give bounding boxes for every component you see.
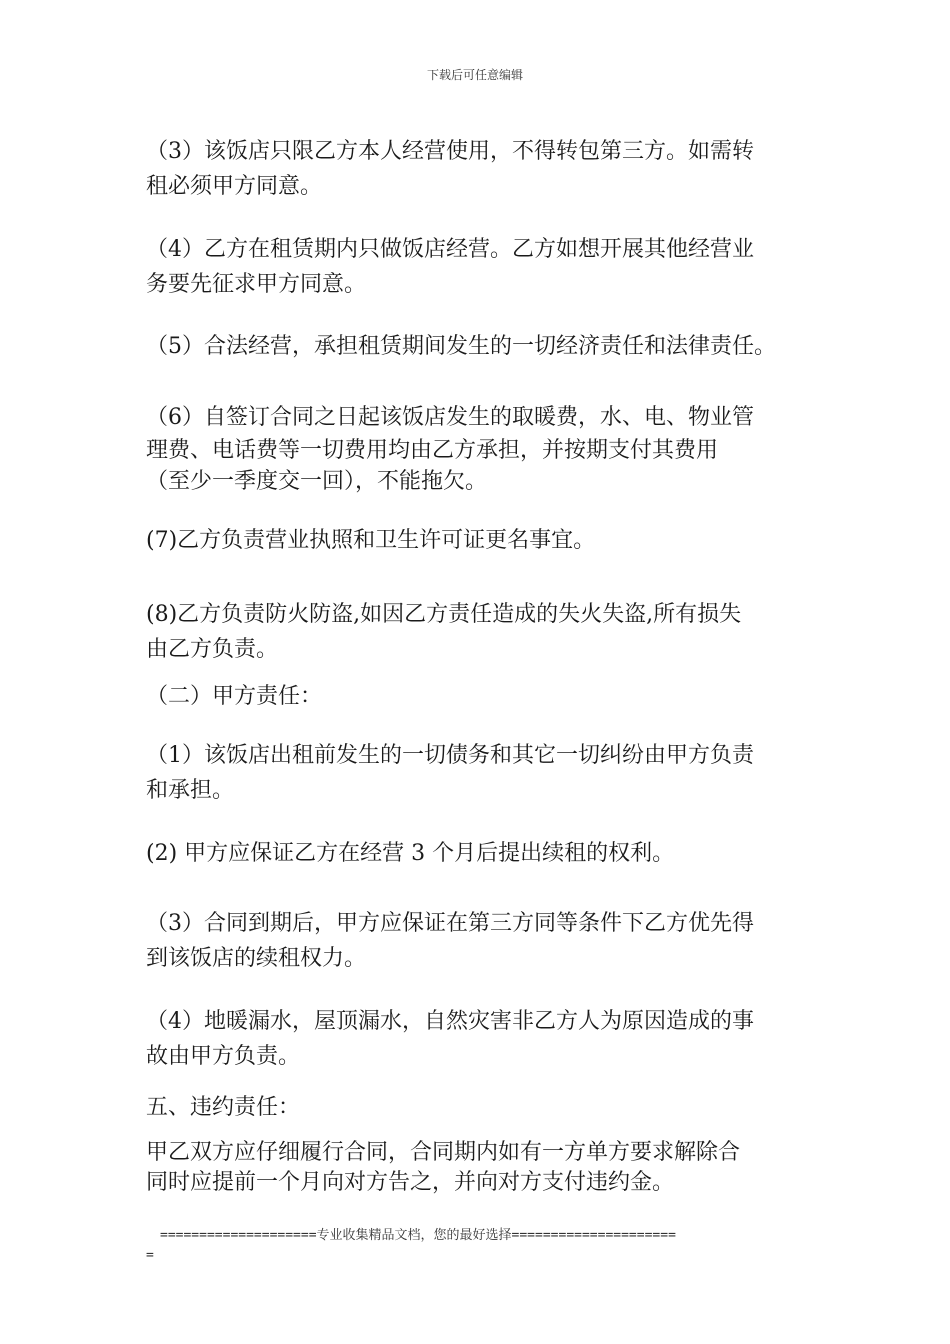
text-line: （6）自签订合同之日起该饭店发生的取暖费，水、电、物业管 bbox=[146, 405, 754, 430]
page-header: 下载后可任意编辑 bbox=[426, 68, 523, 82]
party-a-clause-1-paragraph bbox=[146, 738, 826, 808]
text-line: 到该饭店的续租权力。 bbox=[146, 946, 367, 971]
clause-4-paragraph bbox=[146, 232, 826, 302]
text-line: 租必须甲方同意。 bbox=[146, 174, 323, 199]
text-line: （3）合同到期后，甲方应保证在第三方同等条件下乙方优先得 bbox=[146, 911, 754, 936]
breach-paragraph bbox=[146, 1138, 826, 1198]
clause-3-paragraph bbox=[146, 134, 826, 204]
footer-line: ====================专业收集精品文档，您的最好选择===================== bbox=[160, 1228, 676, 1243]
page-footer bbox=[146, 1226, 816, 1266]
section-heading-party-a bbox=[146, 679, 826, 714]
text-line: （4）乙方在租赁期内只做饭店经营。乙方如想开展其他经营业 bbox=[146, 237, 754, 262]
text-line: 同时应提前一个月向对方告之，并向对方支付违约金。 bbox=[146, 1170, 675, 1195]
section-heading-breach bbox=[146, 1090, 826, 1125]
party-a-clause-3-paragraph bbox=[146, 906, 826, 976]
text-line: 五、违约责任： bbox=[146, 1095, 301, 1120]
party-a-clause-4-paragraph bbox=[146, 1004, 826, 1074]
text-line: （1）该饭店出租前发生的一切债务和其它一切纠纷由甲方负责 bbox=[146, 743, 754, 768]
text-line: 故由甲方负责。 bbox=[146, 1044, 301, 1069]
text-line: 理费、电话费等一切费用均由乙方承担，并按期支付其费用 bbox=[146, 438, 719, 463]
clause-6-paragraph bbox=[146, 400, 826, 497]
text-line: 和承担。 bbox=[146, 778, 235, 803]
text-line: 由乙方负责。 bbox=[146, 637, 279, 662]
clause-8-paragraph bbox=[146, 597, 826, 667]
text-line: (8)乙方负责防火防盗,如因乙方责任造成的失火失盗,所有损失 bbox=[146, 602, 742, 627]
text-line: （5）合法经营，承担租赁期间发生的一切经济责任和法律责任。 bbox=[146, 334, 776, 359]
clause-7-paragraph bbox=[146, 523, 826, 558]
clause-5-paragraph bbox=[146, 329, 826, 364]
party-a-clause-2-paragraph bbox=[146, 836, 826, 871]
text-line: （4）地暖漏水，屋顶漏水，自然灾害非乙方人为原因造成的事 bbox=[146, 1009, 754, 1034]
text-line: (7)乙方负责营业执照和卫生许可证更名事宜。 bbox=[146, 528, 596, 553]
footer-line-wrap: = bbox=[146, 1248, 154, 1263]
text-line: （二）甲方责任： bbox=[146, 684, 323, 709]
text-line: （至少一季度交一回），不能拖欠。 bbox=[146, 469, 488, 494]
text-line: (2) 甲方应保证乙方在经营 3 个月后提出续租的权利。 bbox=[146, 841, 675, 866]
text-line: （3）该饭店只限乙方本人经营使用，不得转包第三方。如需转 bbox=[146, 139, 754, 164]
text-line: 务要先征求甲方同意。 bbox=[146, 272, 367, 297]
text-line: 甲乙双方应仔细履行合同，合同期内如有一方单方要求解除合 bbox=[146, 1140, 741, 1165]
